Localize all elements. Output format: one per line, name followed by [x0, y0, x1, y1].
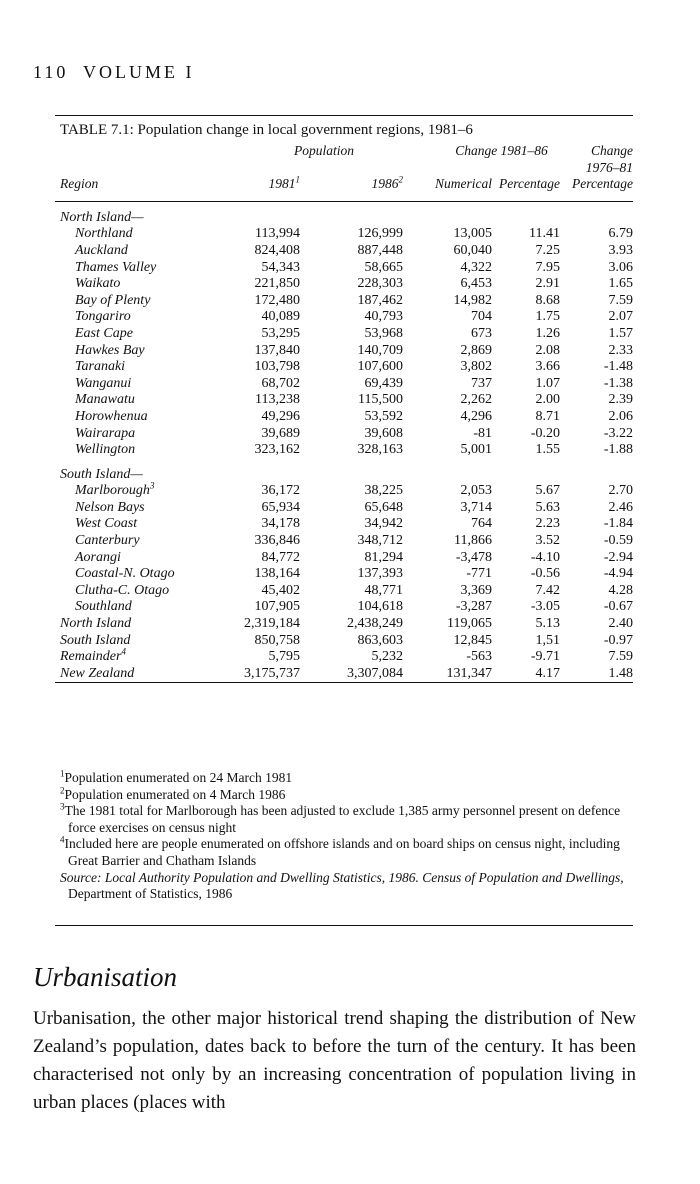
numerical-change-cell: -563 [466, 649, 492, 665]
percentage-change-cell: 2.91 [535, 276, 560, 292]
numerical-change-cell: 737 [471, 375, 492, 391]
region-cell: Remainder$^4$ [60, 646, 126, 665]
region-cell: Thames Valley [75, 259, 157, 275]
population-group-header: Population [294, 143, 354, 158]
region-cell: Taranaki [75, 359, 126, 375]
table-row [55, 293, 633, 310]
region-cell: New Zealand [55, 666, 195, 683]
percentage-7681-cell: 2.07 [608, 309, 633, 325]
numerical-change-cell: 3,714 [460, 499, 492, 515]
table-row [55, 483, 633, 500]
percentage-7681-cell: 7.59 [608, 649, 633, 665]
percentage-7681-cell: 4.28 [608, 582, 633, 598]
region-cell: East Cape [75, 325, 133, 341]
numerical-change-cell: 2,053 [460, 483, 492, 499]
footnote-3: $^3$The 1981 total for Marlborough has been adjusted to exclude 1,385 army personnel present on defence force exercises on census night [60, 801, 621, 835]
pop-1986-cell: 107,600 [357, 359, 403, 375]
percentage-7681-cell: 2.39 [608, 392, 633, 408]
table-row [55, 566, 633, 583]
pop-1981-cell: 336,846 [254, 533, 300, 549]
percentage-change-cell: -0.56 [530, 566, 560, 582]
percentage-change-cell: 2.08 [535, 342, 560, 358]
region-cell: Marlborough$^3$ [75, 480, 155, 499]
table-row [55, 649, 633, 666]
pop-1981-cell: 113,238 [255, 392, 300, 408]
pop-1981-cell: 53,295 [261, 325, 300, 341]
table-row [55, 276, 633, 293]
numerical-change-cell: -3,478 [455, 549, 492, 565]
region-cell: Northland [75, 226, 133, 242]
table-bottom-rule [55, 925, 633, 926]
percentage-7681-cell: -0.97 [603, 632, 633, 648]
pop-1981-cell: 137,840 [254, 342, 300, 358]
numerical-change-cell: 673 [471, 325, 492, 341]
percentage-change-cell: 4.17 [492, 666, 560, 683]
percentage-7681-cell: -2.94 [603, 549, 633, 565]
change-7681-header-line1: Change [591, 143, 633, 158]
table-row [55, 426, 633, 443]
pop-1986-cell: 3,307,084 [300, 666, 403, 683]
pop-1981-cell: 39,689 [261, 425, 300, 441]
percentage-7681-cell: -1.38 [603, 375, 633, 391]
pop-1986-cell: 65,648 [364, 499, 403, 515]
pop-1986-cell: 53,968 [364, 325, 403, 341]
pop-1986-cell: 5,232 [371, 649, 403, 665]
region-cell: Coastal-N. Otago [75, 566, 175, 582]
change-7681-header-line2: 1976–81 [585, 159, 633, 175]
pop-1981-cell: 103,798 [254, 359, 300, 375]
numerical-change-cell: 4,296 [460, 408, 492, 424]
footnote-1: $^1$Population enumerated on 24 March 1981 [60, 768, 293, 785]
pop-1986-cell: 887,448 [357, 242, 403, 258]
pop-1986-cell: 2,438,249 [347, 616, 403, 632]
percentage-7681-cell: 7.59 [608, 292, 633, 308]
region-cell: Auckland [75, 242, 128, 258]
pop-1986-cell: 38,225 [364, 483, 403, 499]
percentage-change-cell: 3.66 [535, 359, 560, 375]
percentage-change-cell: 5.63 [535, 499, 560, 515]
numerical-change-cell: 12,845 [453, 632, 492, 648]
percentage-7681-cell: 1.57 [608, 325, 633, 341]
table-row [55, 343, 633, 360]
footnote-4: $^4$Included here are people enumerated on offshore islands and on board ships on census night, including Great Barrier and Chatham Islands [60, 834, 620, 868]
percentage-7681-cell: 2.46 [608, 499, 633, 515]
numerical-change-cell: 119,065 [447, 616, 492, 632]
pop-1981-cell: 49,296 [261, 408, 300, 424]
region-cell: Hawkes Bay [75, 342, 145, 358]
table-row [55, 533, 633, 550]
region-cell: Aorangi [75, 549, 121, 565]
percentage-change-cell: 1.07 [535, 375, 560, 391]
region-cell: Wanganui [75, 375, 132, 391]
region-cell: North Island [60, 616, 132, 632]
pop-1981-cell: 850,758 [254, 632, 300, 648]
group-header-row-2 [55, 160, 633, 177]
table-row [55, 599, 633, 616]
percentage-change-cell: 5.13 [535, 616, 560, 632]
pop-1986-cell: 328,163 [357, 442, 403, 458]
region-cell: South Island [60, 632, 131, 648]
pop-1981-cell: 113,994 [255, 226, 300, 242]
percentage-7681-cell: 2.40 [608, 616, 633, 632]
pop-1981-cell: 824,408 [254, 242, 300, 258]
table-row [55, 359, 633, 376]
percentage-change-cell: -0.20 [530, 425, 560, 441]
numerical-change-cell: 4,322 [460, 259, 492, 275]
numerical-change-cell: 6,453 [460, 276, 492, 292]
numerical-change-cell: 3,802 [460, 359, 492, 375]
pop-1986-cell: 81,294 [364, 549, 403, 565]
pop-1986-cell: 187,462 [357, 292, 403, 308]
numerical-change-cell: 131,347 [403, 666, 492, 683]
region-cell: Nelson Bays [75, 499, 145, 515]
numerical-change-cell: 60,040 [453, 242, 492, 258]
percentage-change-cell: 1.75 [535, 309, 560, 325]
numerical-change-cell: 3,369 [460, 582, 492, 598]
numerical-change-cell: 764 [471, 516, 492, 532]
numerical-change-cell: 5,001 [460, 442, 492, 458]
table-row [55, 516, 633, 533]
numerical-column-header: Numerical [403, 176, 492, 201]
numerical-change-cell: -81 [473, 425, 492, 441]
region-cell: Wellington [75, 442, 136, 458]
population-table [55, 143, 633, 683]
percentage-7681-cell: -1.88 [603, 442, 633, 458]
pop-1981-cell: 84,772 [261, 549, 300, 565]
table-row [55, 666, 633, 683]
numerical-change-cell: 11,866 [454, 533, 492, 549]
pop-1981-cell: 65,934 [261, 499, 300, 515]
region-cell: Clutha-C. Otago [75, 582, 170, 598]
pop-1981-cell: 221,850 [254, 276, 300, 292]
percentage-7681-cell: 3.93 [608, 242, 633, 258]
percentage-change-cell: 2.00 [535, 392, 560, 408]
pop-1986-cell: 104,618 [357, 599, 403, 615]
pop-1981-cell: 36,172 [261, 483, 300, 499]
region-cell: Manawatu [75, 392, 135, 408]
region-column-header: Region [55, 176, 195, 201]
pop-1981-cell: 107,905 [254, 599, 300, 615]
page-header [33, 62, 195, 83]
percentage-7681-cell: -4.94 [603, 566, 633, 582]
pop-1986-cell: 137,393 [357, 566, 403, 582]
percentage-change-cell: 1,51 [535, 632, 560, 648]
pop-1986-cell: 228,303 [357, 276, 403, 292]
page-number: 110 [33, 62, 69, 82]
y1981-column-header: 1981$^1$ [195, 176, 300, 201]
source-note: Source: Local Authority Population and Dwelling Statistics, 1986. Census of Population and Dwellings, Department of Statistics, 1986 [60, 869, 624, 902]
region-cell: Southland [75, 599, 132, 615]
footnote-2: $^2$Population enumerated on 4 March 1986 [60, 785, 286, 802]
body-paragraph: Urbanisation, the other major historical trend shaping the distribution of New Zealand’s population, dates back to before the turn of the century. It has been characterised not only by an increasing concentration of population living in urban places (places with [33, 1008, 636, 1113]
percentage-change-cell: 5.67 [535, 483, 560, 499]
pop-1981-cell: 138,164 [254, 566, 300, 582]
region-cell: Tongariro [75, 309, 131, 325]
group-header-row [55, 143, 633, 160]
table-caption: TABLE 7.1: Population change in local government regions, 1981–6 [60, 122, 473, 138]
table-row [55, 550, 633, 567]
table-top-rule [55, 115, 633, 116]
percentage-7681-cell: -0.59 [603, 533, 633, 549]
percentage-change-cell: 7.95 [535, 259, 560, 275]
pop-1986-cell: 863,603 [357, 632, 403, 648]
table-row [55, 309, 633, 326]
pop-1986-cell: 58,665 [364, 259, 403, 275]
north-island-label: North Island— [60, 209, 144, 225]
pop-1986-cell: 40,793 [364, 309, 403, 325]
percentage-7681-cell: -0.67 [603, 599, 633, 615]
pop-1986-cell: 53,592 [364, 408, 403, 424]
table-row [55, 500, 633, 517]
table-row [55, 616, 633, 633]
percentage-change-cell: 8.68 [535, 292, 560, 308]
region-cell: Wairarapa [75, 425, 136, 441]
table-row [55, 442, 633, 459]
pop-1986-cell: 140,709 [357, 342, 403, 358]
numerical-change-cell: 704 [471, 309, 492, 325]
table-row [55, 260, 633, 277]
numerical-change-cell: 2,869 [460, 342, 492, 358]
column-header-row [55, 176, 633, 201]
pop-1986-cell: 126,999 [357, 226, 403, 242]
table-row [55, 226, 633, 243]
change-8186-group-header: Change 1981–86 [455, 143, 548, 158]
percentage-change-cell: 3.52 [535, 533, 560, 549]
pop-1981-cell: 45,402 [261, 582, 300, 598]
numerical-change-cell: -3,287 [455, 599, 492, 615]
table-row [55, 392, 633, 409]
pop-1986-cell: 39,608 [364, 425, 403, 441]
pop-1981-cell: 2,319,184 [244, 616, 300, 632]
y1986-column-header: 1986$^2$ [300, 176, 403, 201]
table-footnotes [60, 770, 630, 903]
percentage-7681-cell: 2.70 [608, 483, 633, 499]
region-cell: Horowhenua [75, 408, 148, 424]
section-heading: Urbanisation [33, 962, 178, 992]
south-island-label: South Island— [60, 466, 143, 482]
pop-1981-cell: 3,175,737 [195, 666, 300, 683]
table-row [55, 633, 633, 650]
numerical-change-cell: 13,005 [453, 226, 492, 242]
percentage-7681-cell: -1.48 [603, 359, 633, 375]
percentage-change-cell: -9.71 [530, 649, 560, 665]
pop-1981-cell: 54,343 [261, 259, 300, 275]
percentage-change-cell: 1.26 [535, 325, 560, 341]
percentage-change-cell: 7.42 [535, 582, 560, 598]
region-cell: Waikato [75, 276, 121, 292]
percentage-7681-cell: 3.06 [608, 259, 633, 275]
percentage-7681-cell: 2.06 [608, 408, 633, 424]
pop-1986-cell: 48,771 [364, 582, 403, 598]
pop-1981-cell: 40,089 [261, 309, 300, 325]
table-row [55, 326, 633, 343]
percentage-change-cell: 1.55 [535, 442, 560, 458]
percentage-7681-cell: -1.84 [603, 516, 633, 532]
percentage-change-cell: 7.25 [535, 242, 560, 258]
region-cell: Bay of Plenty [75, 292, 151, 308]
percentage-change-cell: 8.71 [535, 408, 560, 424]
pop-1986-cell: 348,712 [357, 533, 403, 549]
table-row [55, 583, 633, 600]
region-cell: Canterbury [75, 533, 140, 549]
percentage-7681-cell: -3.22 [603, 425, 633, 441]
numerical-change-cell: 14,982 [453, 292, 492, 308]
pop-1981-cell: 68,702 [261, 375, 300, 391]
pop-1981-cell: 5,795 [268, 649, 300, 665]
percentage-7681-cell: 2.33 [608, 342, 633, 358]
numerical-change-cell: 2,262 [460, 392, 492, 408]
pop-1986-cell: 34,942 [364, 516, 403, 532]
table-row [55, 243, 633, 260]
percentage-column-header: Percentage [492, 176, 560, 201]
pop-1981-cell: 172,480 [254, 292, 300, 308]
percentage-change-cell: 11.41 [529, 226, 560, 242]
percentage-change-cell: 2.23 [535, 516, 560, 532]
pop-1981-cell: 34,178 [261, 516, 300, 532]
percentage-7681-cell: 6.79 [608, 226, 633, 242]
numerical-change-cell: -771 [466, 566, 492, 582]
table-row [55, 409, 633, 426]
pop-1986-cell: 69,439 [364, 375, 403, 391]
percentage-7681-cell: 1.65 [608, 276, 633, 292]
pop-1981-cell: 323,162 [254, 442, 300, 458]
table-row [55, 376, 633, 393]
percentage-change-cell: -4.10 [530, 549, 560, 565]
pop-1986-cell: 115,500 [358, 392, 403, 408]
percentage-change-cell: -3.05 [530, 599, 560, 615]
section-row [55, 459, 633, 484]
region-cell: West Coast [75, 516, 138, 532]
percentage-7681-column-header: Percentage [560, 176, 633, 201]
percentage-7681-cell: 1.48 [560, 666, 633, 683]
running-title: VOLUME I [83, 62, 195, 82]
